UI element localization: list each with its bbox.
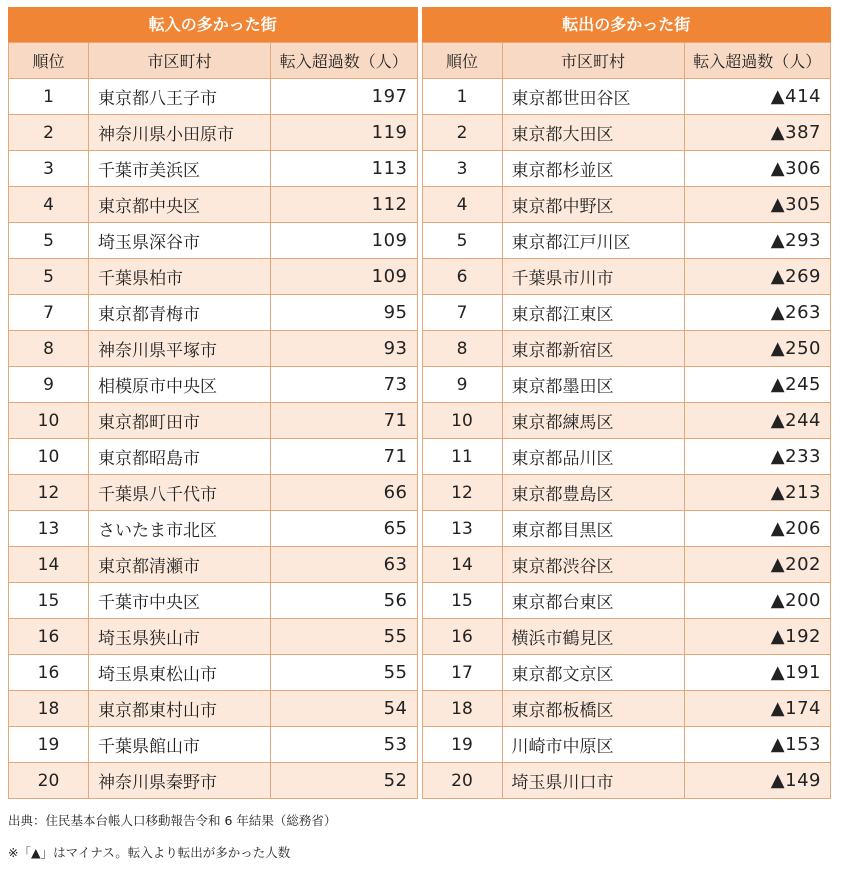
city-cell: 東京都昭島市	[89, 439, 271, 475]
value-cell: 63	[271, 547, 418, 583]
rank-cell: 9	[422, 367, 502, 403]
rank-column-header: 順位	[9, 43, 89, 79]
table-row	[422, 763, 831, 799]
rank-cell: 13	[422, 511, 502, 547]
value-cell: ▲305	[684, 187, 831, 223]
rank-cell: 19	[9, 727, 89, 763]
city-cell: 東京都中央区	[89, 187, 271, 223]
table-row	[9, 79, 418, 115]
value-cell: 56	[271, 583, 418, 619]
table-row	[9, 259, 418, 295]
city-cell: 東京都江東区	[502, 295, 684, 331]
value-cell: ▲200	[684, 583, 831, 619]
city-cell: 東京都町田市	[89, 403, 271, 439]
rank-cell: 15	[9, 583, 89, 619]
rank-cell: 20	[422, 763, 502, 799]
value-cell: ▲293	[684, 223, 831, 259]
table-row	[9, 511, 418, 547]
rank-cell: 14	[9, 547, 89, 583]
table-row	[9, 763, 418, 799]
city-cell: 神奈川県平塚市	[89, 331, 271, 367]
value-cell: ▲244	[684, 403, 831, 439]
minus-footnote: ※「▲」はマイナス。転入より転出が多かった人数	[8, 845, 291, 860]
city-cell: 千葉県館山市	[89, 727, 271, 763]
outflow-title: 転出の多かった街	[422, 7, 832, 42]
table-row	[422, 187, 831, 223]
inflow-title: 転入の多かった街	[8, 7, 418, 42]
value-cell: 119	[271, 115, 418, 151]
city-cell: 横浜市鶴見区	[502, 619, 684, 655]
value-cell: ▲192	[684, 619, 831, 655]
rank-cell: 10	[9, 403, 89, 439]
rank-cell: 8	[422, 331, 502, 367]
value-cell: ▲191	[684, 655, 831, 691]
rank-cell: 16	[9, 655, 89, 691]
rank-cell: 14	[422, 547, 502, 583]
city-cell: 埼玉県東松山市	[89, 655, 271, 691]
city-cell: 東京都豊島区	[502, 475, 684, 511]
table-row	[422, 655, 831, 691]
value-cell: ▲306	[684, 151, 831, 187]
table-row	[422, 619, 831, 655]
city-cell: 東京都板橋区	[502, 691, 684, 727]
rank-column-header: 順位	[422, 43, 502, 79]
outflow-section	[422, 7, 832, 799]
value-cell: 54	[271, 691, 418, 727]
table-row	[422, 331, 831, 367]
value-cell: ▲414	[684, 79, 831, 115]
inflow-rows	[9, 79, 418, 799]
outflow-rows	[422, 79, 831, 799]
value-cell: ▲269	[684, 259, 831, 295]
ranking-tables	[8, 7, 831, 799]
table-row	[422, 583, 831, 619]
rank-cell: 18	[9, 691, 89, 727]
city-column-header: 市区町村	[502, 43, 684, 79]
value-cell: ▲387	[684, 115, 831, 151]
table-row	[9, 295, 418, 331]
value-cell: ▲250	[684, 331, 831, 367]
value-cell: ▲206	[684, 511, 831, 547]
table-row	[422, 367, 831, 403]
city-cell: 東京都世田谷区	[502, 79, 684, 115]
rank-cell: 5	[9, 259, 89, 295]
city-cell: 東京都文京区	[502, 655, 684, 691]
rank-cell: 16	[422, 619, 502, 655]
table-row	[9, 727, 418, 763]
city-cell: 東京都目黒区	[502, 511, 684, 547]
city-cell: 千葉市美浜区	[89, 151, 271, 187]
city-cell: 東京都清瀬市	[89, 547, 271, 583]
value-cell: 71	[271, 403, 418, 439]
rank-cell: 13	[9, 511, 89, 547]
value-cell: 95	[271, 295, 418, 331]
city-cell: 相模原市中央区	[89, 367, 271, 403]
value-cell: 93	[271, 331, 418, 367]
table-row	[9, 475, 418, 511]
outflow-table	[422, 42, 832, 799]
table-row	[9, 619, 418, 655]
rank-cell: 16	[9, 619, 89, 655]
rank-cell: 7	[422, 295, 502, 331]
table-row	[422, 691, 831, 727]
value-cell: 197	[271, 79, 418, 115]
value-cell: 53	[271, 727, 418, 763]
table-row	[422, 151, 831, 187]
rank-cell: 6	[422, 259, 502, 295]
city-cell: 東京都渋谷区	[502, 547, 684, 583]
value-cell: ▲263	[684, 295, 831, 331]
rank-cell: 8	[9, 331, 89, 367]
value-cell: 55	[271, 655, 418, 691]
city-cell: 東京都練馬区	[502, 403, 684, 439]
value-cell: ▲149	[684, 763, 831, 799]
source-note: 出典：住民基本台帳人口移動報告令和 6 年結果（総務省）	[8, 813, 337, 828]
city-cell: 東京都江戸川区	[502, 223, 684, 259]
rank-cell: 2	[422, 115, 502, 151]
outflow-header-row	[422, 43, 831, 79]
city-cell: 神奈川県小田原市	[89, 115, 271, 151]
value-cell: ▲245	[684, 367, 831, 403]
rank-cell: 15	[422, 583, 502, 619]
value-cell: 109	[271, 223, 418, 259]
footnotes	[8, 811, 831, 861]
table-row	[9, 151, 418, 187]
table-row	[422, 223, 831, 259]
value-cell: 112	[271, 187, 418, 223]
city-cell: 東京都大田区	[502, 115, 684, 151]
table-row	[422, 259, 831, 295]
city-cell: 東京都中野区	[502, 187, 684, 223]
rank-cell: 10	[422, 403, 502, 439]
table-row	[9, 691, 418, 727]
table-row	[422, 547, 831, 583]
value-cell: 65	[271, 511, 418, 547]
table-row	[9, 367, 418, 403]
rank-cell: 12	[9, 475, 89, 511]
value-cell: ▲153	[684, 727, 831, 763]
table-row	[422, 79, 831, 115]
rank-cell: 3	[9, 151, 89, 187]
table-row	[422, 727, 831, 763]
city-cell: 東京都八王子市	[89, 79, 271, 115]
value-cell: ▲233	[684, 439, 831, 475]
value-column-header: 転入超過数（人）	[271, 43, 418, 79]
rank-cell: 10	[9, 439, 89, 475]
table-row	[422, 475, 831, 511]
table-row	[9, 547, 418, 583]
city-cell: 千葉市中央区	[89, 583, 271, 619]
rank-cell: 12	[422, 475, 502, 511]
table-row	[9, 439, 418, 475]
city-cell: 千葉県市川市	[502, 259, 684, 295]
city-cell: 神奈川県秦野市	[89, 763, 271, 799]
rank-cell: 7	[9, 295, 89, 331]
value-cell: 109	[271, 259, 418, 295]
city-cell: 東京都墨田区	[502, 367, 684, 403]
city-cell: 埼玉県深谷市	[89, 223, 271, 259]
city-cell: 東京都台東区	[502, 583, 684, 619]
city-cell: 埼玉県川口市	[502, 763, 684, 799]
city-cell: 埼玉県狭山市	[89, 619, 271, 655]
rank-cell: 18	[422, 691, 502, 727]
table-row	[9, 583, 418, 619]
city-cell: 東京都新宿区	[502, 331, 684, 367]
rank-cell: 5	[9, 223, 89, 259]
table-row	[9, 331, 418, 367]
value-cell: 52	[271, 763, 418, 799]
city-cell: 川崎市中原区	[502, 727, 684, 763]
city-cell: さいたま市北区	[89, 511, 271, 547]
city-cell: 東京都東村山市	[89, 691, 271, 727]
rank-cell: 9	[9, 367, 89, 403]
rank-cell: 1	[422, 79, 502, 115]
rank-cell: 4	[9, 187, 89, 223]
value-cell: ▲213	[684, 475, 831, 511]
value-cell: 113	[271, 151, 418, 187]
city-column-header: 市区町村	[89, 43, 271, 79]
city-cell: 千葉県八千代市	[89, 475, 271, 511]
table-row	[422, 511, 831, 547]
value-column-header: 転入超過数（人）	[684, 43, 831, 79]
city-cell: 東京都青梅市	[89, 295, 271, 331]
table-row	[422, 115, 831, 151]
rank-cell: 2	[9, 115, 89, 151]
value-cell: 71	[271, 439, 418, 475]
rank-cell: 17	[422, 655, 502, 691]
rank-cell: 20	[9, 763, 89, 799]
ranking-figure	[8, 7, 831, 861]
rank-cell: 4	[422, 187, 502, 223]
inflow-header-row	[9, 43, 418, 79]
inflow-table	[8, 42, 418, 799]
table-row	[9, 403, 418, 439]
table-row	[9, 115, 418, 151]
inflow-section	[8, 7, 418, 799]
value-cell: ▲202	[684, 547, 831, 583]
city-cell: 東京都品川区	[502, 439, 684, 475]
value-cell: 73	[271, 367, 418, 403]
city-cell: 東京都杉並区	[502, 151, 684, 187]
table-row	[422, 403, 831, 439]
rank-cell: 19	[422, 727, 502, 763]
rank-cell: 3	[422, 151, 502, 187]
table-row	[9, 223, 418, 259]
table-row	[422, 295, 831, 331]
rank-cell: 1	[9, 79, 89, 115]
table-row	[9, 655, 418, 691]
city-cell: 千葉県柏市	[89, 259, 271, 295]
table-row	[9, 187, 418, 223]
rank-cell: 11	[422, 439, 502, 475]
rank-cell: 5	[422, 223, 502, 259]
value-cell: 55	[271, 619, 418, 655]
table-row	[422, 439, 831, 475]
value-cell: 66	[271, 475, 418, 511]
value-cell: ▲174	[684, 691, 831, 727]
